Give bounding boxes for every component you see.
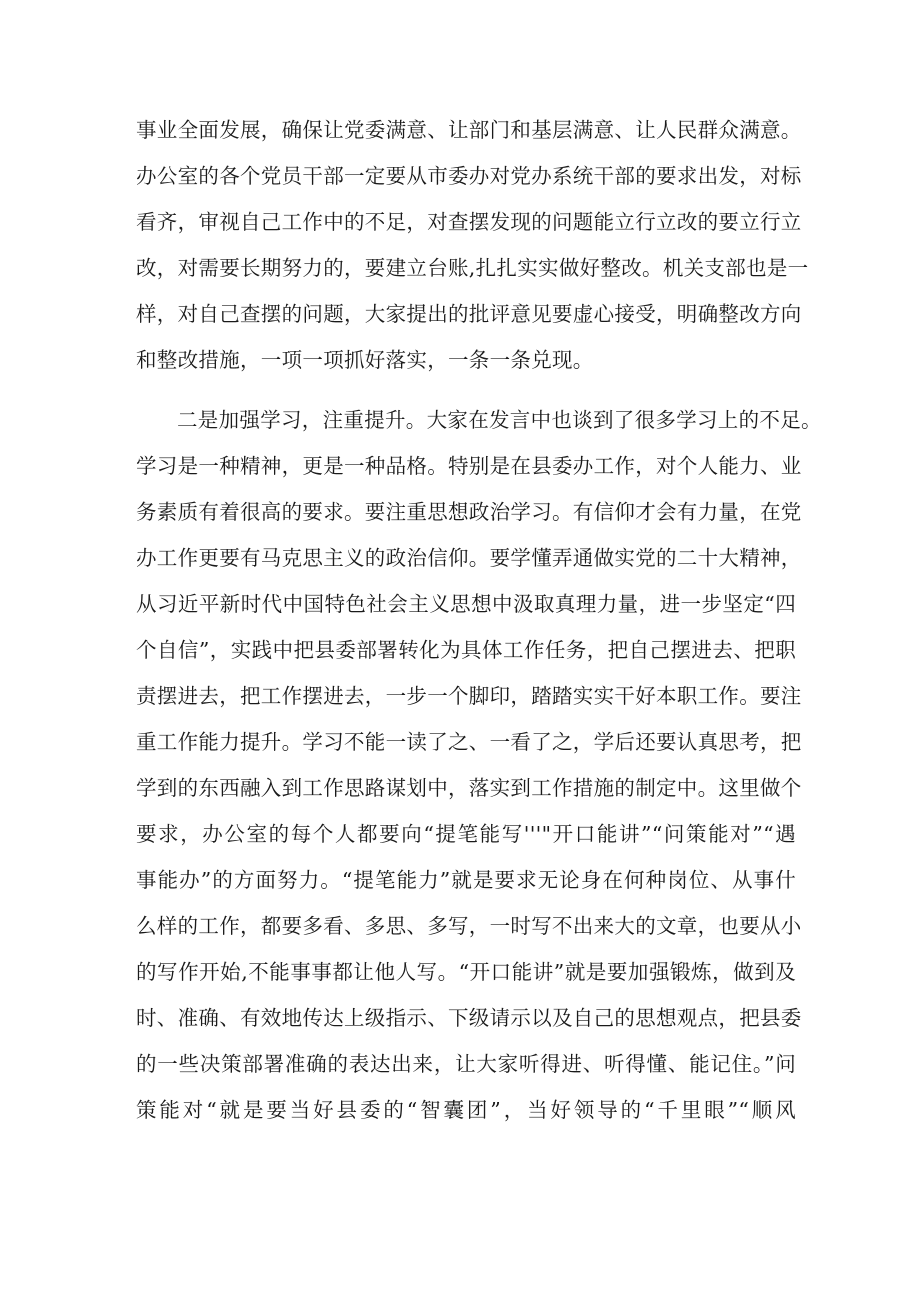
text-line: 务素质有着很高的要求。要注重思想政治学习。有信仰才会有力量，在党 (136, 500, 802, 524)
text-line: 责摆进去，把工作摆进去，一步一个脚印，踏踏实实干好本职工作。要注 (136, 684, 802, 708)
text-line: 学到的东西融入到工作思路谋划中，落实到工作措施的制定中。这里做个 (136, 776, 802, 800)
text-line: 办工作更要有马克思主义的政治信仰。要学懂弄通做实党的二十大精神， (136, 546, 802, 570)
text-line: 要求，办公室的每个人都要向“提笔能写'''"开口能讲”“问策能对”“遇 (136, 822, 796, 846)
text-line: 改，对需要长期努力的，要建立台账,扎扎实实做好整改。机关支部也是一 (136, 256, 809, 280)
text-line (136, 397, 822, 443)
text-line: 从习近平新时代中国特色社会主义思想中汲取真理力量，进一步坚定“四 (136, 592, 796, 616)
text-line: 么样的工作，都要多看、多思、多写，一时写不出来大的文章，也要从小 (136, 914, 802, 938)
text-line: 的写作开始,不能事事都让他人写。“开口能讲”就是要加强锻炼，做到及 (136, 960, 796, 984)
text-line: 个自信”，实践中把县委部署转化为具体工作任务，把自己摆进去、把职 (136, 638, 796, 662)
text-line: 看齐，审视自己工作中的不足，对查摆发现的问题能立行立改的要立行立 (136, 210, 802, 234)
paragraph-rectification (136, 107, 809, 383)
text-line: 办公室的各个党员干部一定要从市委办对党办系统干部的要求出发，对标 (136, 164, 802, 188)
text-line: 样，对自己查摆的问题，大家提出的批评意见要虚心接受，明确整改方向 (136, 302, 802, 326)
paragraph-study (136, 397, 822, 1133)
text-line-content: 二是加强学习，注重提升。大家在发言中也谈到了很多学习上的不足。 (177, 408, 822, 432)
text-line: 和整改措施，一项一项抓好落实，一条一条兑现。 (136, 348, 594, 372)
text-line: 时、准确、有效地传达上级指示、下级请示以及自己的思想观点，把县委 (136, 1006, 802, 1030)
text-line: 重工作能力提升。学习不能一读了之、一看了之，学后还要认真思考，把 (136, 730, 802, 754)
text-line: 的一些决策部署准确的表达出来，让大家听得进、听得懂、能记住。”问 (136, 1052, 796, 1076)
text-line: 事业全面发展，确保让党委满意、让部门和基层满意、让人民群众满意。 (136, 118, 802, 142)
text-line: 事能办”的方面努力。“提笔能力”就是要求无论身在何种岗位、从事什 (136, 868, 796, 892)
text-line: 策能对“就是要当好县委的“智囊团”，当好领导的“千里眼”“顺风 (136, 1098, 796, 1122)
text-line: 学习是一种精神，更是一种品格。特别是在县委办工作，对个人能力、业 (136, 454, 802, 478)
